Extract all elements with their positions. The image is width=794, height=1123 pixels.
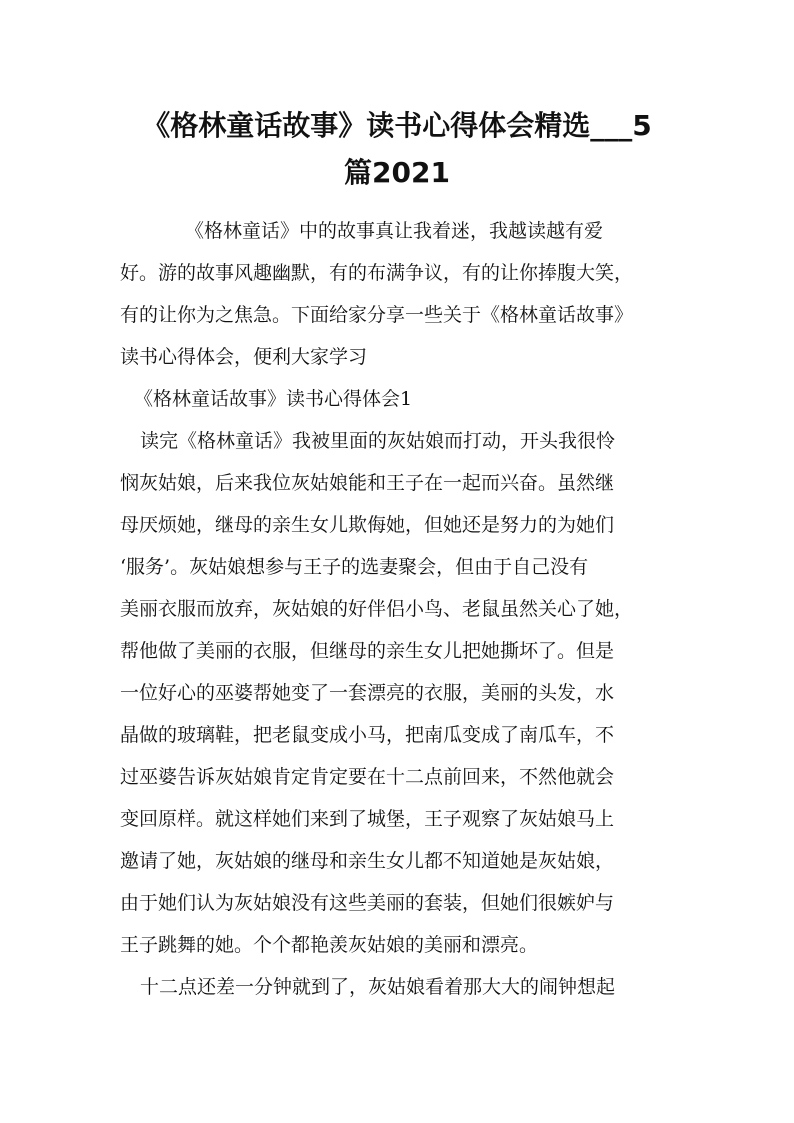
paragraph-line: 晶做的玻璃鞋，把老鼠变成小马，把南瓜变成了南瓜车，不 <box>120 724 615 746</box>
paragraph-line: 王子跳舞的她。个个都艳羡灰姑娘的美丽和漂亮。 <box>120 934 539 956</box>
paragraph-line: 悯灰姑娘，后来我位灰姑娘能和王子在一起而兴奋。虽然继 <box>120 472 615 494</box>
paragraph-line: ‘服务’。灰姑娘想参与王子的选妻聚会，但由于自己没有 <box>120 556 589 578</box>
document-title-line-1: 《格林童话故事》读书心得体会精选___5 <box>142 109 652 142</box>
paragraph-line: 十二点还差一分钟就到了，灰姑娘看着那大大的闹钟想起 <box>140 976 616 998</box>
paragraph-line: 一位好心的巫婆帮她变了一套漂亮的衣服，美丽的头发，水 <box>120 682 615 704</box>
paragraph-line: 母厌烦她，继母的亲生女儿欺侮她，但她还是努力的为她们 <box>120 514 615 536</box>
paragraph-line: 邀请了她，灰姑娘的继母和亲生女儿都不知道她是灰姑娘， <box>120 850 615 872</box>
paragraph-line: 过巫婆告诉灰姑娘肯定肯定要在十二点前回来，不然他就会 <box>120 766 615 788</box>
paragraph-line: 帮他做了美丽的衣服，但继母的亲生女儿把她撕坏了。但是 <box>120 640 615 662</box>
paragraph-line: 由于她们认为灰姑娘没有这些美丽的套装，但她们很嫉妒与 <box>120 892 615 914</box>
paragraph-line: 读完《格林童话》我被里面的灰姑娘而打动，开头我很怜 <box>140 430 616 452</box>
paragraph-line: 读书心得体会，便利大家学习 <box>120 346 368 368</box>
paragraph-line: 《格林童话》中的故事真让我着迷，我越读越有爱 <box>185 220 604 242</box>
section-heading: 《格林童话故事》读书心得体会1 <box>134 388 413 410</box>
paragraph-line: 变回原样。就这样她们来到了城堡，王子观察了灰姑娘马上 <box>120 808 615 830</box>
paragraph-line: 美丽衣服而放弃，灰姑娘的好伴侣小鸟、老鼠虽然关心了她， <box>120 598 634 620</box>
paragraph-line: 有的让你为之焦急。下面给家分享一些关于《格林童话故事》 <box>120 304 634 326</box>
paragraph-line: 好。游的故事风趣幽默，有的布满争议，有的让你捧腹大笑， <box>120 262 634 284</box>
document-title-line-2: 篇2021 <box>344 156 450 189</box>
